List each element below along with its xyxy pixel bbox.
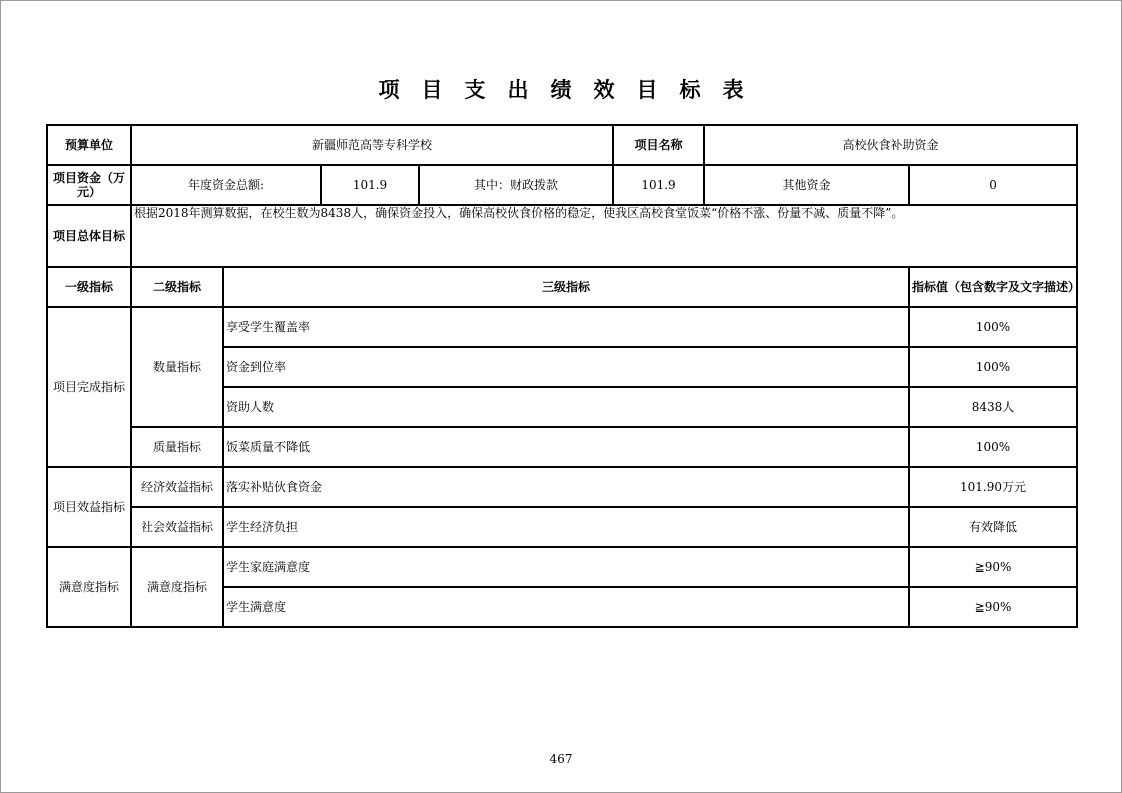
fiscal-funds-label: 其中：财政拨款 <box>419 165 613 205</box>
indicator-value-cell: 有效降低 <box>909 507 1077 547</box>
level3-cell: 享受学生覆盖率 <box>223 307 909 347</box>
page-title: 项目支出绩效目标表 <box>378 78 766 102</box>
col-level2-header: 二级指标 <box>131 267 223 307</box>
level2-cell: 数量指标 <box>131 307 223 427</box>
funds-label: 项目资金（万元） <box>47 165 131 205</box>
level2-cell: 满意度指标 <box>131 547 223 627</box>
level1-cell: 项目效益指标 <box>47 467 131 547</box>
indicator-value-cell: 8438人 <box>909 387 1077 427</box>
level2-cell: 经济效益指标 <box>131 467 223 507</box>
performance-table <box>46 124 1081 628</box>
goal-row <box>47 205 1077 267</box>
other-funds-label: 其他资金 <box>704 165 909 205</box>
page-number: 467 <box>549 752 573 766</box>
budget-unit-value: 新疆师范高等专科学校 <box>131 125 613 165</box>
indicator-value-cell: 100% <box>909 307 1077 347</box>
level2-cell: 社会效益指标 <box>131 507 223 547</box>
project-name-label: 项目名称 <box>613 125 704 165</box>
fiscal-funds-value: 101.9 <box>613 165 704 205</box>
level3-cell: 学生满意度 <box>223 587 909 627</box>
level3-cell: 饭菜质量不降低 <box>223 427 909 467</box>
table-row <box>47 427 1077 467</box>
indicator-value-cell: 101.90万元 <box>909 467 1077 507</box>
indicator-value-cell: 100% <box>909 427 1077 467</box>
funds-row <box>47 165 1077 205</box>
table-row <box>47 547 1077 587</box>
col-value-header: 指标值（包含数字及文字描述） <box>909 267 1077 307</box>
goal-text: 根据2018年测算数据，在校生数为8438人，确保资金投入，确保高校伙食价格的稳定，使我区高校食堂饭菜“价格不涨、份量不减、质量不降”。 <box>131 205 1077 267</box>
total-funds-value: 101.9 <box>321 165 419 205</box>
level1-cell: 项目完成指标 <box>47 307 131 467</box>
budget-unit-row <box>47 125 1077 165</box>
col-level1-header: 一级指标 <box>47 267 131 307</box>
column-header-row <box>47 267 1077 307</box>
other-funds-value: 0 <box>909 165 1077 205</box>
project-name-value: 高校伙食补助资金 <box>704 125 1077 165</box>
table-row <box>47 467 1077 507</box>
table-row <box>47 507 1077 547</box>
indicator-value-cell: ≧90% <box>909 587 1077 627</box>
level3-cell: 资助人数 <box>223 387 909 427</box>
table-row <box>47 307 1077 347</box>
level3-cell: 学生家庭满意度 <box>223 547 909 587</box>
budget-unit-label: 预算单位 <box>47 125 131 165</box>
level3-cell: 资金到位率 <box>223 347 909 387</box>
indicator-value-cell: ≧90% <box>909 547 1077 587</box>
total-funds-label: 年度资金总额: <box>131 165 321 205</box>
level3-cell: 落实补贴伙食资金 <box>223 467 909 507</box>
level2-cell: 质量指标 <box>131 427 223 467</box>
col-level3-header: 三级指标 <box>223 267 909 307</box>
goal-label: 项目总体目标 <box>47 205 131 267</box>
level1-cell: 满意度指标 <box>47 547 131 627</box>
indicator-value-cell: 100% <box>909 347 1077 387</box>
level3-cell: 学生经济负担 <box>223 507 909 547</box>
